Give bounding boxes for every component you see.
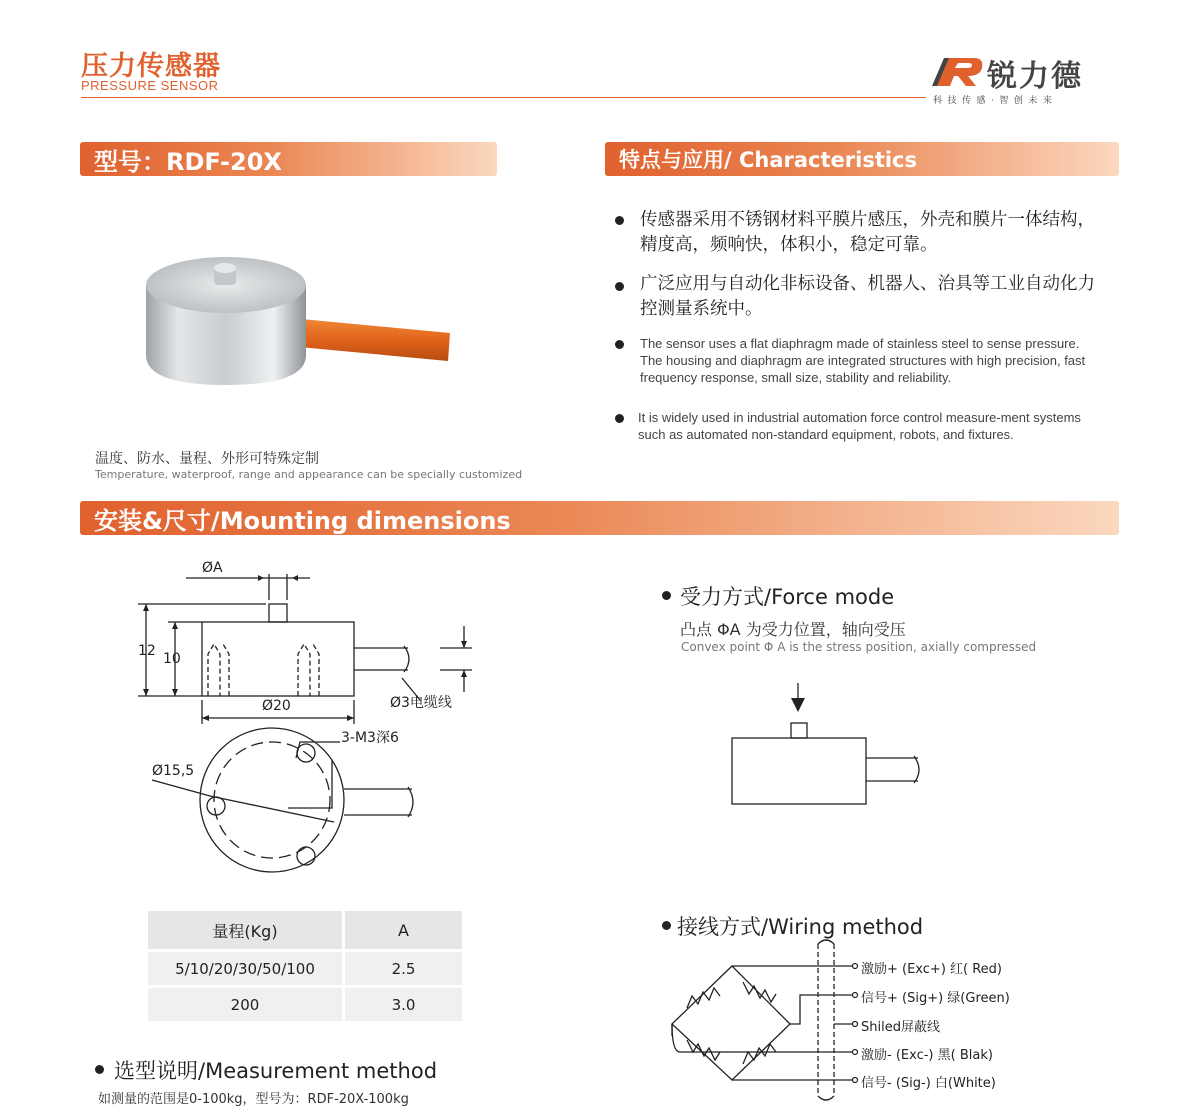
wiring-label: 信号- (Sig-) 白(White) [861, 1076, 996, 1091]
table-header-row [148, 911, 462, 949]
table-row [148, 949, 462, 985]
customization-cn: 温度、防水、量程、外形可特殊定制 [95, 451, 319, 467]
char-en-2: It is widely used in industrial automation force control measure-ment systems such as automated non-standard equipment, robots, and fixtures. [638, 410, 1081, 442]
dim-height-10: 10 [163, 651, 181, 667]
characteristics-bar: 特点与应用/ Characteristics [605, 142, 1119, 176]
char-en-1: The sensor uses a flat diaphragm made of stainless steel to sense pressure. The housing and diaphragm are integrated structures with high precision, fast frequency response, small size, stability and reliability. [640, 336, 1086, 385]
wiring-title: 接线方式/Wiring method [677, 915, 924, 939]
bullet-icon [615, 216, 624, 225]
brand-name: 锐力德 [987, 59, 1083, 94]
table-cell: 200 [148, 985, 345, 1021]
bullet-icon [662, 921, 671, 930]
dim-thread: 3-M3深6 [341, 730, 399, 746]
bullet-icon [615, 282, 624, 291]
dim-diameter-20: Ø20 [262, 698, 291, 714]
customization-en: Temperature, waterproof, range and appearance can be specially customized [95, 468, 523, 481]
dim-cable: Ø3电缆线 [390, 695, 452, 711]
bullet-icon [615, 414, 624, 423]
mounting-bar: 安装&尺寸/Mounting dimensions [80, 501, 1119, 535]
measurement-title: 选型说明/Measurement method [114, 1059, 438, 1083]
force-mode-en: Convex point Φ A is the stress position, axially compressed [681, 640, 1037, 654]
brand-slogan: 科技传感·智创未来 [933, 96, 1058, 106]
bullet-icon [662, 591, 671, 600]
page-subtitle: PRESSURE SENSOR [81, 78, 219, 93]
table-cell: 3.0 [345, 985, 462, 1021]
brand-logo-icon [930, 50, 986, 90]
table-cell: 2.5 [345, 949, 462, 985]
bullet-icon [95, 1065, 104, 1074]
table-cell: 5/10/20/30/50/100 [148, 949, 345, 985]
table-header-a: A [345, 911, 462, 949]
side-view-body [202, 622, 354, 696]
wiring-label: 信号+ (Sig+) 绿(Green) [861, 991, 1010, 1006]
wiring-label: 激励- (Exc-) 黑( Blak) [861, 1048, 993, 1063]
dim-diameter-15-5: Ø15,5 [152, 763, 195, 779]
char-cn-2: 广泛应用与自动化非标设备、机器人、治具等工业自动化力控测量系统中。 [640, 274, 1095, 319]
model-bar: 型号：RDF-20X [80, 142, 497, 176]
wiring-label: Shiled屏蔽线 [861, 1020, 940, 1035]
force-mode-cn: 凸点 ΦA 为受力位置，轴向受压 [680, 620, 906, 639]
range-table [148, 911, 462, 1021]
force-mode-title: 受力方式/Force mode [680, 585, 895, 609]
table-row [148, 985, 462, 1021]
dim-diameter-a: ØA [202, 560, 223, 576]
char-cn-1: 传感器采用不锈钢材料平膜片感压，外壳和膜片一体结构，精度高，频响快，体积小，稳定可靠。 [640, 210, 1095, 255]
product-photo [130, 245, 460, 395]
table-header-range: 量程(Kg) [148, 911, 345, 949]
page-title: 压力传感器 [81, 51, 221, 82]
bullet-icon [615, 340, 624, 349]
wiring-label: 激励+ (Exc+) 红( Red) [861, 962, 1002, 977]
dim-height-12: 12 [138, 643, 156, 659]
header-divider [81, 97, 926, 98]
measurement-example: 如测量的范围是0-100kg，型号为：RDF-20X-100kg [98, 1092, 409, 1107]
